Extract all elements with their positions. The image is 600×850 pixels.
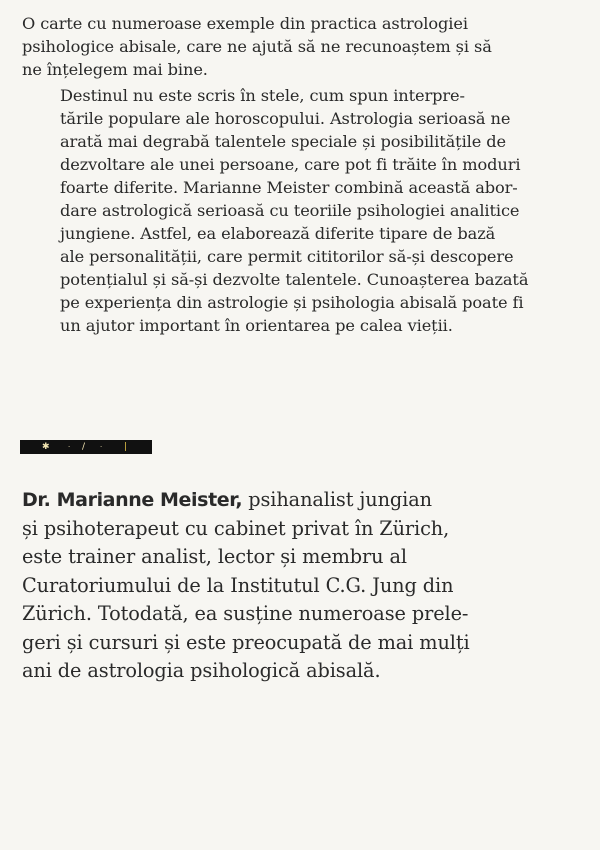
description-line: foarte diferite. Marianne Meister combină această abor- — [60, 178, 518, 197]
author-bio-line: și psihoterapeut cu cabinet privat în Zürich, — [22, 516, 450, 540]
bar-mark-icon: | — [124, 442, 128, 452]
description-line: dezvoltare ale unei persoane, care pot fi trăite în moduri — [60, 155, 521, 174]
author-bio-line: ani de astrologia psihologică abisală. — [22, 659, 381, 682]
author-bio-line: Zürich. Totodată, ea susține numeroase prele- — [22, 602, 469, 625]
dot-icon: · — [68, 443, 71, 451]
star-icon: ✱ — [42, 442, 50, 452]
intro-line: ne înțelegem mai bine. — [22, 60, 208, 79]
intro-paragraph — [22, 12, 582, 81]
author-bio-line: geri și cursuri și este preocupată de mai mulți — [22, 630, 470, 654]
intro-line: psihologice abisale, care ne ajută să ne recunoaștem și să — [22, 37, 492, 56]
description-line: ale personalității, care permit cititorilor să-și descopere — [60, 247, 514, 266]
dot-icon: · — [100, 443, 103, 451]
author-bio — [22, 486, 587, 686]
intro-line: O carte cu numeroase exemple din practica astrologiei — [22, 14, 468, 33]
book-description — [22, 12, 582, 337]
description-line: pe experiența din astrologie și psihologia abisală poate fi — [60, 293, 524, 312]
author-bio-first-line — [22, 486, 587, 515]
author-bio-text: psihanalist jungian — [242, 488, 432, 511]
description-line: arată mai degrabă talentele speciale și posibilitățile de — [60, 132, 506, 151]
description-line: dare astrologică serioasă cu teoriile psihologiei analitice — [60, 201, 520, 220]
description-line: potențialul și să-și dezvolte talentele. Cunoașterea bazată — [60, 270, 529, 289]
description-line: Destinul nu este scris în stele, cum spun interpre- — [60, 86, 465, 105]
description-paragraph — [22, 84, 582, 337]
decorative-divider-bar — [20, 440, 152, 454]
slash-icon: / — [82, 442, 86, 452]
author-bio-line: Curatoriumului de la Institutul C.G. Jung din — [22, 573, 454, 597]
author-name: Dr. Marianne Meister, — [22, 489, 243, 511]
author-bio-line: este trainer analist, lector și membru al — [22, 545, 407, 568]
description-line: tările populare ale horoscopului. Astrologia serioasă ne — [60, 109, 511, 128]
description-line: un ajutor important în orientarea pe calea vieții. — [60, 316, 453, 335]
description-line: jungiene. Astfel, ea elaborează diferite tipare de bază — [60, 224, 496, 243]
author-bio-paragraph — [22, 486, 587, 686]
